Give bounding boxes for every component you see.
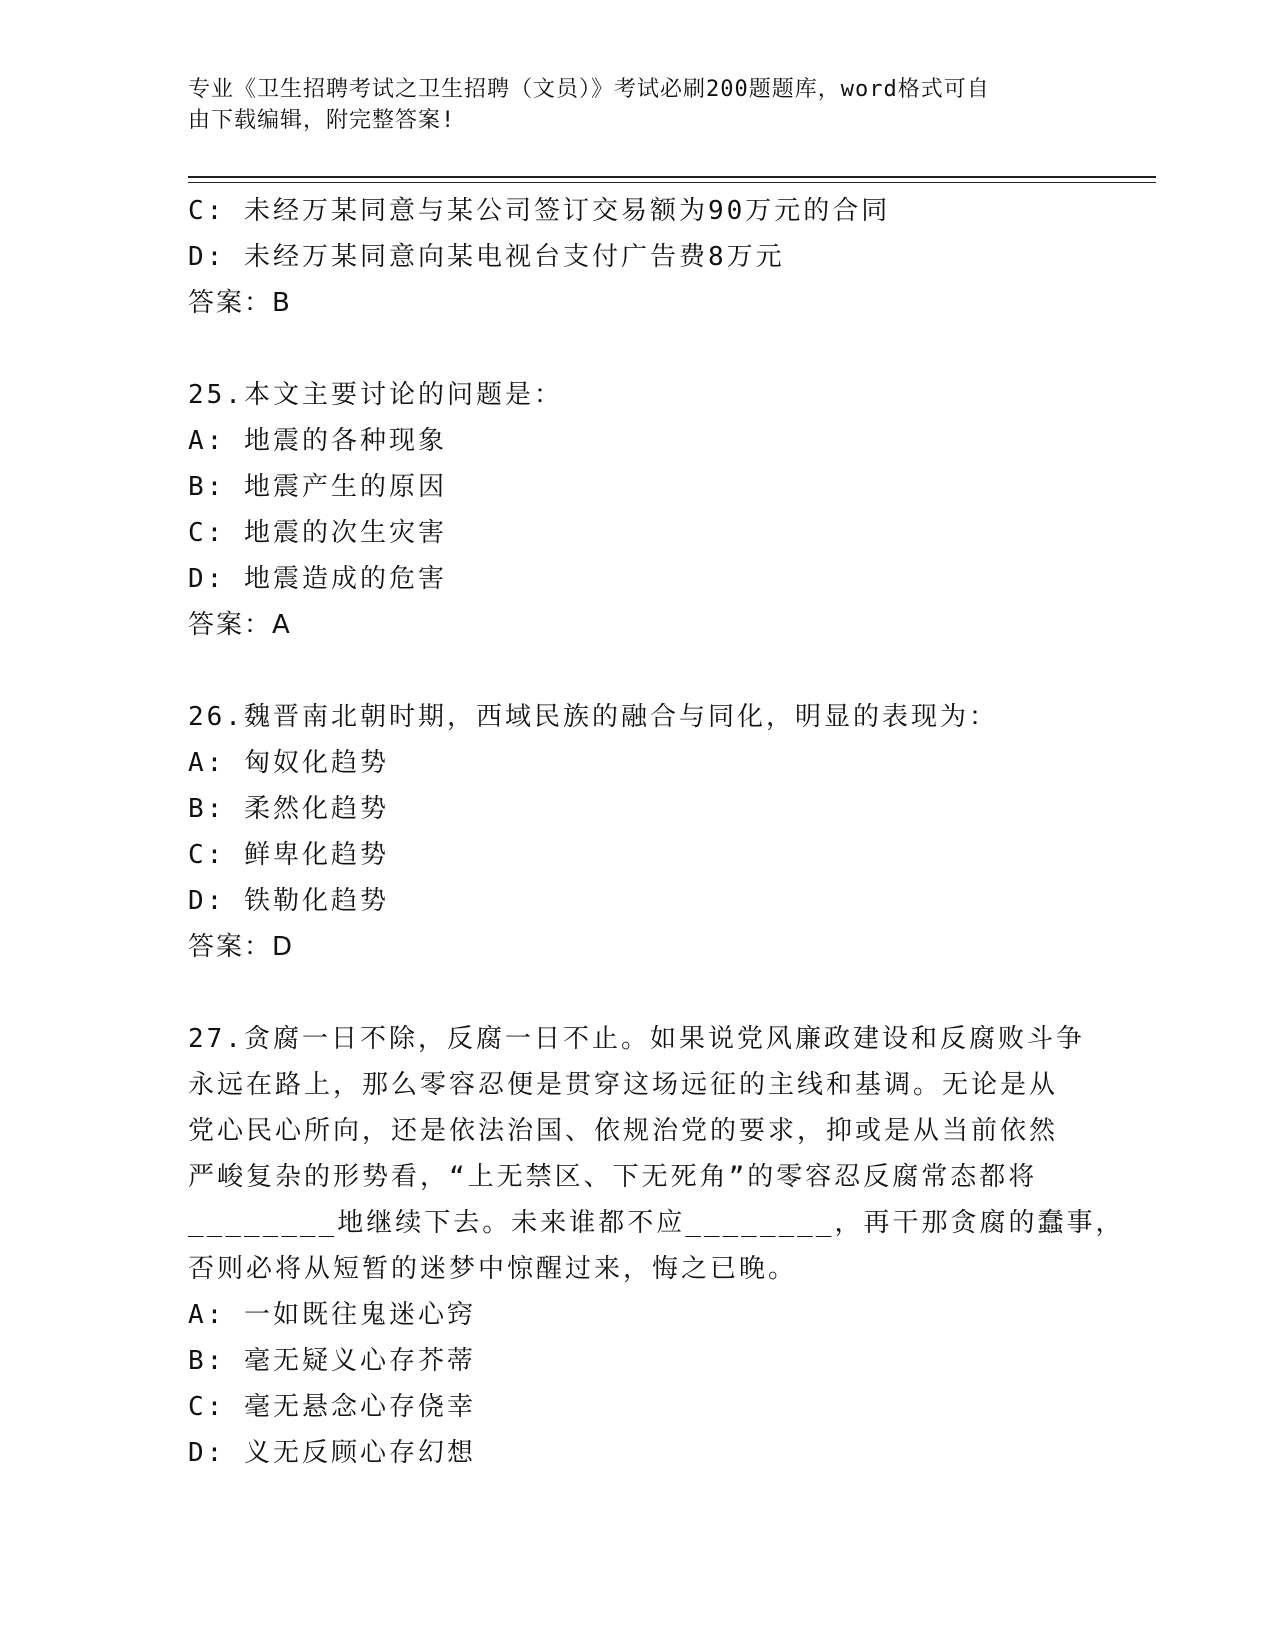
question-stem-line: 27.贪腐一日不除，反腐一日不止。如果说党风廉政建设和反腐败斗争 — [188, 1024, 1085, 1054]
answer-line: 答案：D — [188, 932, 295, 962]
option-b: B: 柔然化趋势 — [188, 794, 389, 824]
question-stem-line: 党心民心所向，还是依法治国、依规治党的要求，抑或是从当前依然 — [188, 1116, 1059, 1146]
option-d: D: 铁勒化趋势 — [188, 886, 389, 916]
option-a: A: 地震的各种现象 — [188, 426, 447, 456]
question-stem-line: ________地继续下去。未来谁都不应________，再干那贪腐的蠢事， — [188, 1208, 1125, 1238]
option-d: D: 地震造成的危害 — [188, 564, 447, 594]
option-d: D: 未经万某同意向某电视台支付广告费8万元 — [188, 242, 785, 272]
option-c: C: 未经万某同意与某公司签订交易额为90万元的合同 — [188, 196, 891, 226]
header-line-2: 由下载编辑，附完整答案! — [188, 108, 456, 133]
option-d: D: 义无反顾心存幻想 — [188, 1438, 476, 1468]
spacer — [188, 970, 1088, 1016]
option-a: A: 一如既往鬼迷心窍 — [188, 1300, 476, 1330]
answer-line: 答案：A — [188, 610, 292, 640]
option-c: C: 地震的次生灾害 — [188, 518, 447, 548]
question-26 — [188, 694, 1088, 970]
question-27 — [188, 1016, 1125, 1476]
document-header — [188, 74, 1068, 136]
header-divider — [188, 176, 1156, 178]
option-b: B: 地震产生的原因 — [188, 472, 447, 502]
question-25 — [188, 372, 1088, 648]
spacer — [188, 326, 1088, 372]
question-stem-line: 永远在路上，那么零容忍便是贯穿这场远征的主线和基调。无论是从 — [188, 1070, 1059, 1100]
header-divider-thin — [188, 182, 1156, 183]
question-stem-line: 严峻复杂的形势看，“上无禁区、下无死角”的零容忍反腐常态都将 — [188, 1162, 1038, 1192]
question-stem: 26.魏晋南北朝时期，西域民族的融合与同化，明显的表现为： — [188, 702, 998, 732]
option-a: A: 匈奴化趋势 — [188, 748, 389, 778]
question-stem-line: 否则必将从短暂的迷梦中惊醒过来，悔之已晚。 — [188, 1254, 798, 1284]
option-b: B: 毫无疑义心存芥蒂 — [188, 1346, 476, 1376]
question-stem: 25.本文主要讨论的问题是： — [188, 380, 563, 410]
header-line-1: 专业《卫生招聘考试之卫生招聘（文员）》考试必刷200题题库，word格式可自 — [188, 77, 990, 102]
option-c: C: 毫无悬念心存侥幸 — [188, 1392, 476, 1422]
answer-line: 答案：B — [188, 288, 292, 318]
prev-question-block — [188, 188, 1088, 326]
question-list — [188, 188, 1125, 1476]
option-c: C: 鲜卑化趋势 — [188, 840, 389, 870]
spacer — [188, 648, 1088, 694]
